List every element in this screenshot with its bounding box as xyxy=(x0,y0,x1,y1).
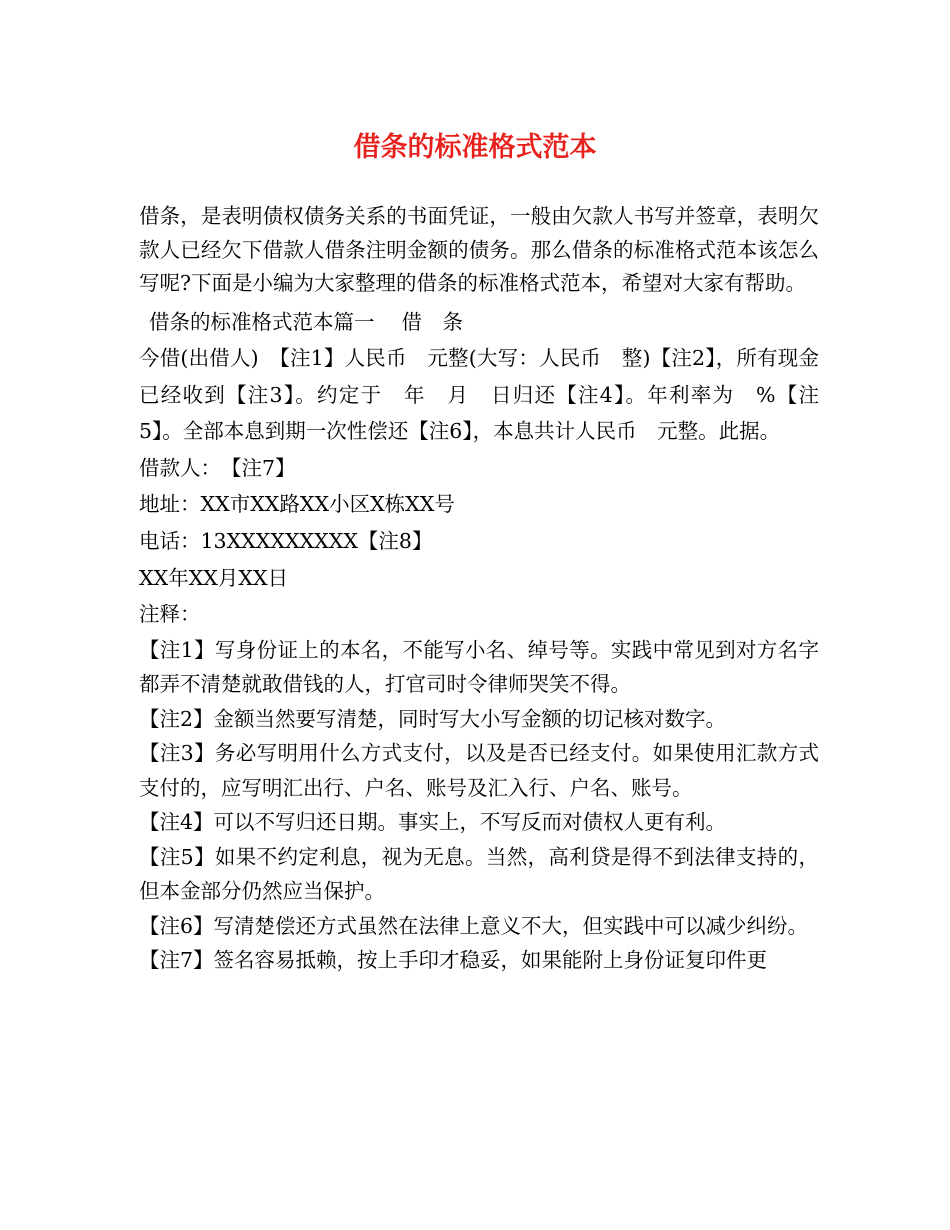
document-title: 借条的标准格式范本 xyxy=(353,132,597,163)
phone-line: 电话：13XXXXXXXXX【注8】 xyxy=(139,529,433,554)
intro-paragraph: 借条，是表明债权债务关系的书面凭证，一般由欠款人书写并签章，表明欠款人已经欠下借款人借条注明金额的债务。那么借条的标准格式范本该怎么写呢?下面是小编为大家整理的借条的标准格式范本，希望对大家有帮助。 xyxy=(139,204,819,295)
date-line: XX年XX月XX日 xyxy=(139,565,289,590)
address-line: 地址：XX市XX路XX小区X栋XX号 xyxy=(139,492,455,517)
note-1: 【注1】写身份证上的本名，不能写小名、绰号等。实践中常见到对方名字都弄不清楚就敢借钱的人，打官司时令律师哭笑不得。 xyxy=(139,637,819,697)
note-6: 【注6】写清楚偿还方式虽然在法律上意义不大，但实践中可以减少纠纷。 xyxy=(139,913,809,938)
section-heading: 借条的标准格式范本篇一 借 条 xyxy=(149,309,464,334)
note-7: 【注7】签名容易抵赖，按上手印才稳妥，如果能附上身份证复印件更 xyxy=(139,948,768,973)
notes-heading: 注释： xyxy=(139,602,201,627)
note-2: 【注2】金额当然要写清楚，同时写大小写金额的切记核对数字。 xyxy=(139,706,727,731)
loan-statement-paragraph: 今借(出借人) 【注1】人民币 元整(大写：人民币 整)【注2】，所有现金已经收到【注3】。约定于 年 月 日归还【注4】。年利率为 %【注5】。全部本息到期一次性偿还【注6】，本息共计人民币 元整。此据。 xyxy=(139,346,819,444)
note-5: 【注5】如果不约定利息，视为无息。当然，高利贷是得不到法律支持的，但本金部分仍然应当保护。 xyxy=(139,844,819,904)
note-4: 【注4】可以不写归还日期。事实上，不写反而对债权人更有利。 xyxy=(139,810,727,835)
borrower-line: 借款人： 【注7】 xyxy=(139,455,296,480)
document-body xyxy=(139,200,819,978)
note-3: 【注3】务必写明用什么方式支付，以及是否已经支付。如果使用汇款方式支付的，应写明汇出行、户名、账号及汇入行、户名、账号。 xyxy=(139,741,819,800)
